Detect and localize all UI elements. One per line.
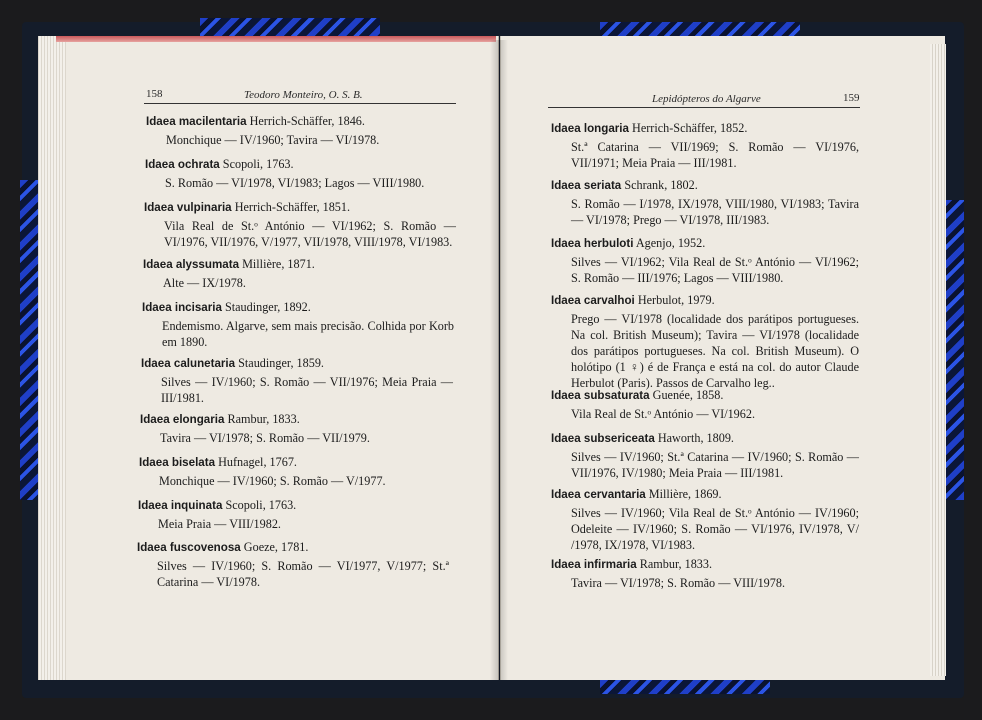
species-author: Scopoli, 1763. — [225, 498, 297, 512]
species-records: Silves — VI/1962; Vila Real de St.ᵒ António — VI/1962; S. Romão — III/1976; Lagos — VIII/1980. — [571, 255, 859, 285]
species-records: Vila Real de St.ᵒ António — VI/1962. — [571, 407, 756, 421]
species-name: Idaea vulpinaria — [144, 201, 232, 214]
species-name: Idaea carvalhoi — [551, 294, 635, 307]
species-name: Idaea herbuloti — [551, 237, 634, 250]
species-entry — [551, 556, 859, 591]
species-entry — [139, 454, 451, 489]
header-rule — [144, 103, 456, 104]
species-name: Idaea elongaria — [140, 413, 225, 426]
page-number: 158 — [146, 88, 163, 100]
species-records: Silves — IV/1960; S. Romão — VI/1977, V/1977; St.ª Catarina — VI/1978. — [157, 559, 449, 589]
species-author: Haworth, 1809. — [657, 431, 734, 445]
species-name: Idaea infirmaria — [551, 558, 637, 571]
species-records: Tavira — VI/1978; S. Romão — VIII/1978. — [571, 576, 785, 590]
species-name: Idaea ochrata — [145, 158, 220, 171]
species-name: Idaea inquinata — [138, 499, 223, 512]
running-head: Teodoro Monteiro, O. S. B. — [244, 89, 363, 101]
species-records: Silves — IV/1960; S. Romão — VII/1976; Meia Praia — III/1981. — [161, 375, 453, 405]
species-records: Monchique — IV/1960; Tavira — VI/1978. — [166, 133, 380, 147]
species-author: Herrich-Schäffer, 1846. — [249, 114, 365, 128]
species-records: Tavira — VI/1978; S. Romão — VII/1979. — [160, 431, 370, 445]
species-records: Prego — VI/1978 (localidade dos parátipos portugueses. Na col. British Museum); Tavira — VI/1978 (localidade dos parátipos portugueses. Na col. British Museum). O holótipo (1 ♀) é de França e está na col. do autor Claude Herbulot (Paris). Passos de Carvalho leg.. — [571, 312, 859, 390]
species-author: Rambur, 1833. — [227, 412, 300, 426]
species-records: S. Romão — I/1978, IX/1978, VIII/1980, VI/1983; Tavira — VI/1978; Prego — VI/1978, III/1983. — [571, 197, 859, 227]
marbled-cover-edge — [20, 180, 38, 500]
species-author: Herrich-Schäffer, 1851. — [234, 200, 351, 214]
species-entry — [144, 199, 456, 250]
species-records: St.ª Catarina — VII/1969; S. Romão — VI/1976, VII/1971; Meia Praia — III/1981. — [571, 140, 859, 170]
species-records: Silves — IV/1960; Vila Real de St.ᵒ António — IV/1960; Odeleite — IV/1960; S. Romão — VI/1976, IV/1978, V/ /1978, IX/1978, VI/1983. — [571, 506, 859, 552]
species-entry — [551, 120, 859, 171]
species-author: Hufnagel, 1767. — [218, 455, 297, 469]
species-name: Idaea longaria — [551, 122, 629, 135]
species-author: Schrank, 1802. — [624, 178, 698, 192]
species-author: Staudinger, 1892. — [224, 300, 311, 314]
marbled-cover-edge — [200, 18, 380, 36]
book-spine-shadow — [490, 40, 508, 680]
species-name: Idaea incisaria — [142, 301, 222, 314]
species-entry — [145, 156, 457, 191]
species-name: Idaea subsaturata — [551, 389, 650, 402]
right-page-edges — [930, 44, 946, 676]
species-name: Idaea subsericeata — [551, 432, 655, 445]
species-author: Millière, 1869. — [648, 487, 722, 501]
species-name: Idaea alyssumata — [143, 258, 240, 271]
species-entry — [137, 539, 449, 590]
species-entry — [140, 411, 452, 446]
species-entry — [551, 235, 859, 286]
page-top-edge — [56, 36, 496, 42]
species-entry — [551, 177, 859, 228]
species-records: Monchique — IV/1960; S. Romão — V/1977. — [159, 474, 386, 488]
species-author: Millière, 1871. — [242, 257, 315, 271]
running-head: Lepidópteros do Algarve — [652, 93, 761, 105]
left-page-edges — [38, 36, 66, 680]
species-records: Meia Praia — VIII/1982. — [158, 517, 281, 531]
species-name: Idaea calunetaria — [141, 357, 236, 370]
page-number: 159 — [843, 92, 860, 104]
species-records: S. Romão — VI/1978, VI/1983; Lagos — VIII/1980. — [165, 176, 425, 190]
species-name: Idaea seriata — [551, 179, 622, 192]
species-entry — [142, 299, 454, 350]
species-entry — [551, 430, 859, 481]
species-author: Guenée, 1858. — [652, 388, 724, 402]
species-records: Alte — IX/1978. — [163, 276, 246, 290]
species-entry — [551, 292, 859, 391]
species-records: Endemismo. Algarve, sem mais precisão. Colhida por Korb em 1890. — [162, 319, 454, 349]
species-records: Vila Real de St.ᵒ António — VI/1962; S. Romão — VI/1976, VII/1976, V/1977, VII/1978, VIII/1978, VI/1983. — [164, 219, 456, 249]
marbled-cover-edge — [600, 680, 770, 694]
marbled-cover-edge — [944, 200, 964, 500]
species-name: Idaea cervantaria — [551, 488, 646, 501]
species-author: Goeze, 1781. — [243, 540, 309, 554]
species-entry — [551, 387, 859, 422]
species-entry — [143, 256, 455, 291]
species-name: Idaea macilentaria — [146, 115, 247, 128]
header-rule — [548, 107, 860, 108]
species-name: Idaea fuscovenosa — [137, 541, 241, 554]
species-entry — [551, 486, 859, 553]
species-entry — [138, 497, 450, 532]
species-entry — [141, 355, 453, 406]
species-author: Staudinger, 1859. — [238, 356, 324, 370]
species-entry — [146, 113, 458, 148]
species-author: Agenjo, 1952. — [635, 236, 706, 250]
species-author: Scopoli, 1763. — [222, 157, 294, 171]
species-name: Idaea biselata — [139, 456, 216, 469]
species-author: Herbulot, 1979. — [637, 293, 715, 307]
species-author: Rambur, 1833. — [639, 557, 713, 571]
species-records: Silves — IV/1960; St.ª Catarina — IV/1960; S. Romão — VII/1976, IV/1980; Meia Praia — III/1981. — [571, 450, 859, 480]
species-author: Herrich-Schäffer, 1852. — [632, 121, 748, 135]
